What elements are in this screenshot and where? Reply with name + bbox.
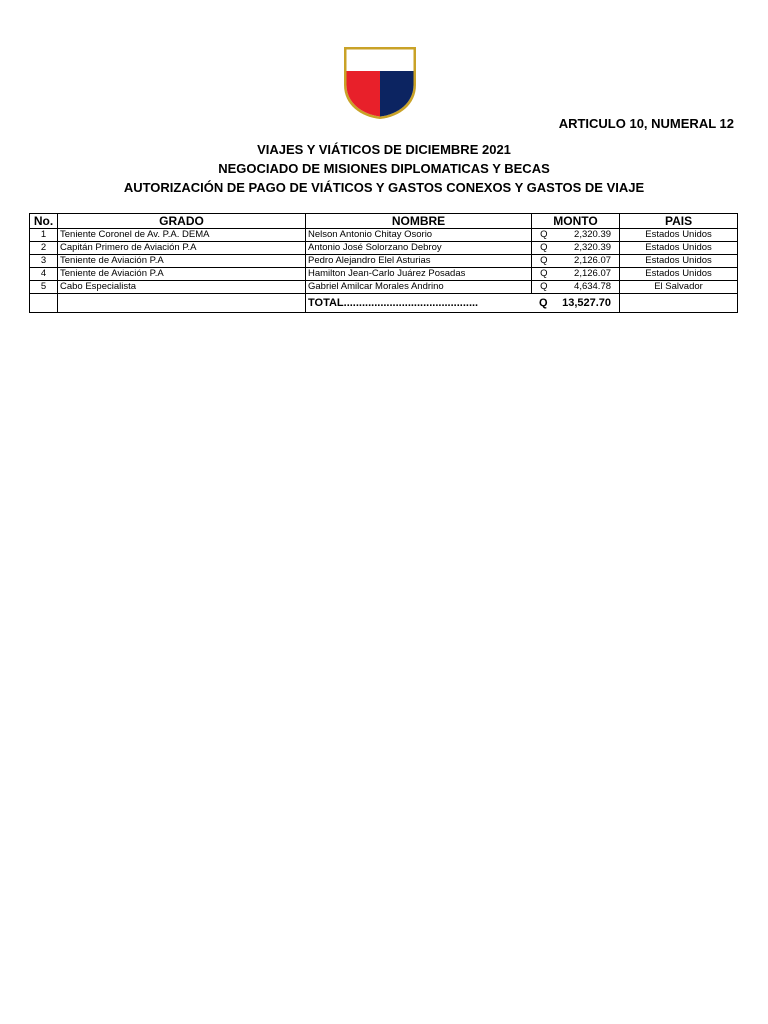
row-no: 3: [30, 255, 58, 268]
row-name: Antonio José Solorzano Debroy: [306, 242, 532, 255]
header-no: No.: [30, 214, 58, 229]
shield-emblem: [341, 45, 419, 121]
row-grade: Teniente de Aviación P.A: [58, 268, 306, 281]
total-label: TOTAL............................................: [306, 294, 532, 313]
row-no: 5: [30, 281, 58, 294]
total-currency: Q: [532, 294, 554, 313]
document-titles: [0, 140, 768, 197]
header-amount: MONTO: [532, 214, 620, 229]
row-no: 4: [30, 268, 58, 281]
row-country: Estados Unidos: [620, 242, 738, 255]
header-grade: GRADO: [58, 214, 306, 229]
row-amount: 4,634.78: [554, 281, 620, 294]
row-name: Nelson Antonio Chitay Osorio: [306, 229, 532, 242]
row-country: Estados Unidos: [620, 268, 738, 281]
row-amount: 2,126.07: [554, 268, 620, 281]
row-country: Estados Unidos: [620, 255, 738, 268]
row-currency: Q: [532, 268, 554, 281]
total-empty-country: [620, 294, 738, 313]
row-amount: 2,320.39: [554, 242, 620, 255]
total-empty-grade: [58, 294, 306, 313]
row-country: El Salvador: [620, 281, 738, 294]
row-amount: 2,126.07: [554, 255, 620, 268]
row-grade: Teniente Coronel de Av. P.A. DEMA: [58, 229, 306, 242]
row-country: Estados Unidos: [620, 229, 738, 242]
table-row: [30, 268, 738, 281]
row-name: Gabriel Amilcar Morales Andrino: [306, 281, 532, 294]
row-grade: Teniente de Aviación P.A: [58, 255, 306, 268]
row-currency: Q: [532, 242, 554, 255]
travel-expenses-table: [29, 213, 738, 313]
table-header-row: [30, 214, 738, 229]
article-reference: ARTICULO 10, NUMERAL 12: [558, 116, 734, 131]
header-name: NOMBRE: [306, 214, 532, 229]
row-currency: Q: [532, 255, 554, 268]
total-amount: 13,527.70: [554, 294, 620, 313]
table-row: [30, 255, 738, 268]
row-name: Hamilton Jean-Carlo Juárez Posadas: [306, 268, 532, 281]
row-name: Pedro Alejandro Elel Asturias: [306, 255, 532, 268]
title-line-2: NEGOCIADO DE MISIONES DIPLOMATICAS Y BECAS: [218, 161, 550, 176]
table-row: [30, 242, 738, 255]
row-no: 2: [30, 242, 58, 255]
row-no: 1: [30, 229, 58, 242]
row-amount: 2,320.39: [554, 229, 620, 242]
header-country: PAIS: [620, 214, 738, 229]
row-grade: Cabo Especialista: [58, 281, 306, 294]
title-line-3: AUTORIZACIÓN DE PAGO DE VIÁTICOS Y GASTOS CONEXOS Y GASTOS DE VIAJE: [123, 180, 645, 195]
total-row: [30, 294, 738, 313]
row-grade: Capitán Primero de Aviación P.A: [58, 242, 306, 255]
row-currency: Q: [532, 229, 554, 242]
table-row: [30, 281, 738, 294]
table-row: [30, 229, 738, 242]
total-empty-no: [30, 294, 58, 313]
title-line-1: VIAJES Y VIÁTICOS DE DICIEMBRE 2021: [257, 142, 511, 157]
row-currency: Q: [532, 281, 554, 294]
